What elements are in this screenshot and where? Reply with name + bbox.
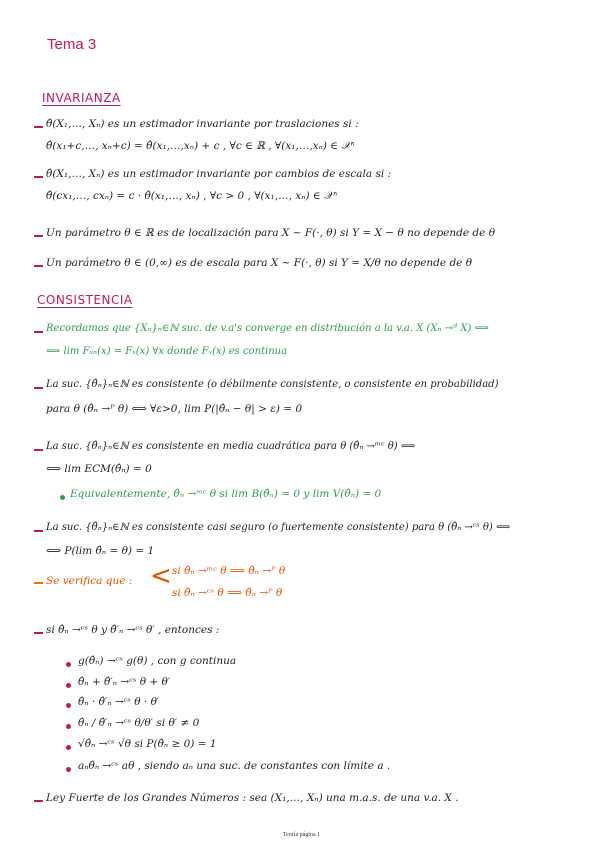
implication-mc: si θ̂ₙ →ᵐᶜ θ ⟹ θ̂ₙ →ᴾ θ bbox=[172, 565, 286, 577]
cs-properties-intro: si θ̂ₙ →ᶜˢ θ y θ̂′ₙ →ᶜˢ θ′ , entonces : bbox=[46, 624, 220, 636]
invariance-translation-formula: θ̂(x₁+c,…, xₙ+c) = θ̂(x₁,…,xₙ) + c , ∀c ∈ ℝ , ∀(x₁,…,xₙ) ∈ 𝒳ⁿ bbox=[46, 140, 355, 152]
consistency-almost-sure-def: La suc. {θ̂ₙ}ₙ∈ℕ es consistente casi seguro (o fuertemente consistente) para θ (θ̂ₙ →ᶜˢ θ) ⟺ bbox=[46, 522, 511, 533]
bullet-dot bbox=[66, 724, 71, 729]
invariance-translation-def: θ̂(X₁,…, Xₙ) es un estimador invariante por traslaciones si : bbox=[46, 118, 359, 130]
property-scalar-sequence: aₙθ̂ₙ →ᶜˢ aθ , siendo aₙ una suc. de constantes con límite a . bbox=[78, 760, 391, 772]
bullet-dash bbox=[34, 449, 43, 451]
property-sqrt: √θ̂ₙ →ᶜˢ √θ si P(θ̂ₙ ≥ 0) = 1 bbox=[78, 738, 217, 750]
bullet-dot bbox=[66, 683, 71, 688]
bullet-dash bbox=[34, 331, 43, 333]
implication-cs: si θ̂ₙ →ᶜˢ θ ⟹ θ̂ₙ →ᴾ θ bbox=[172, 587, 283, 599]
section-heading-consistencia: CONSISTENCIA bbox=[37, 293, 133, 307]
bullet-dash bbox=[34, 176, 43, 178]
consistency-probability-formula: para θ (θ̂ₙ →ᴾ θ) ⟺ ∀ε>0, lim P(|θ̂ₙ − θ| > ε) = 0 bbox=[46, 403, 303, 415]
property-quotient: θ̂ₙ / θ̂′ₙ →ᶜˢ θ/θ′ si θ′ ≠ 0 bbox=[78, 717, 200, 729]
consistency-mean-square-formula: ⟺ lim ECM(θ̂ₙ) = 0 bbox=[46, 463, 152, 475]
page-title: Tema 3 bbox=[47, 36, 97, 53]
verification-label: Se verifica que : bbox=[46, 575, 133, 587]
property-continuous-function: g(θ̂ₙ) →ᶜˢ g(θ) , con g continua bbox=[78, 655, 237, 667]
bullet-dash bbox=[34, 530, 43, 532]
consistency-almost-sure-formula: ⟺ P(lim θ̂ₙ = θ) = 1 bbox=[46, 545, 155, 557]
page-footer: Teoría página 1 bbox=[282, 832, 321, 838]
bullet-dash bbox=[34, 265, 43, 267]
bullet-dash bbox=[34, 126, 43, 128]
consistency-probability-def: La suc. {θ̂ₙ}ₙ∈ℕ es consistente (o débilmente consistente, o consistente en probabilidad) bbox=[46, 379, 499, 390]
property-product: θ̂ₙ · θ̂′ₙ →ᶜˢ θ · θ′ bbox=[78, 696, 160, 708]
bullet-dash bbox=[34, 387, 43, 389]
convergence-distribution-def: Recordamos que {Xₙ}ₙ∈ℕ suc. de v.a's converge en distribución a la v.a. X (Xₙ →ᵈ X) ⟺ bbox=[46, 323, 489, 334]
property-sum: θ̂ₙ + θ̂′ₙ →ᶜˢ θ + θ′ bbox=[78, 676, 171, 688]
bullet-dash bbox=[34, 632, 43, 634]
strong-law-large-numbers: Ley Fuerte de los Grandes Números : sea (X₁,…, Xₙ) una m.a.s. de una v.a. X . bbox=[46, 792, 459, 804]
equivalent-condition: Equivalentemente, θ̂ₙ →ᵐᶜ θ si lim B(θ̂ₙ) = 0 y lim V(θ̂ₙ) = 0 bbox=[70, 488, 382, 500]
bullet-dash bbox=[34, 582, 43, 584]
bullet-dash bbox=[34, 235, 43, 237]
invariance-scale-formula: θ̂(cx₁,…, cxₙ) = c · θ̂(x₁,…, xₙ) , ∀c > 0 , ∀(x₁,…, xₙ) ∈ 𝒳ⁿ bbox=[46, 190, 338, 202]
location-parameter-def: Un parámetro θ ∈ ℝ es de localización para X ~ F(·, θ) si Y = X − θ no depende de θ bbox=[46, 227, 496, 239]
bullet-dot bbox=[66, 703, 71, 708]
bullet-dot bbox=[66, 745, 71, 750]
bullet-dot bbox=[66, 767, 71, 772]
convergence-distribution-formula: ⟺ lim Fₓₙ(x) = Fₓ(x) ∀x donde Fₓ(x) es continua bbox=[46, 346, 288, 357]
bullet-dot bbox=[66, 662, 71, 667]
bullet-dash bbox=[34, 800, 43, 802]
bullet-dot bbox=[60, 495, 65, 500]
scale-parameter-def: Un parámetro θ ∈ (0,∞) es de escala para X ~ F(·, θ) si Y = X/θ no depende de θ bbox=[46, 257, 473, 269]
consistency-mean-square-def: La suc. {θ̂ₙ}ₙ∈ℕ es consistente en media cuadrática para θ (θ̂ₙ →ᵐᶜ θ) ⟺ bbox=[46, 441, 416, 452]
invariance-scale-def: θ̂(X₁,…, Xₙ) es un estimador invariante por cambios de escala si : bbox=[46, 168, 392, 180]
brace-symbol: < bbox=[150, 561, 172, 591]
section-heading-invarianza: INVARIANZA bbox=[42, 91, 121, 105]
